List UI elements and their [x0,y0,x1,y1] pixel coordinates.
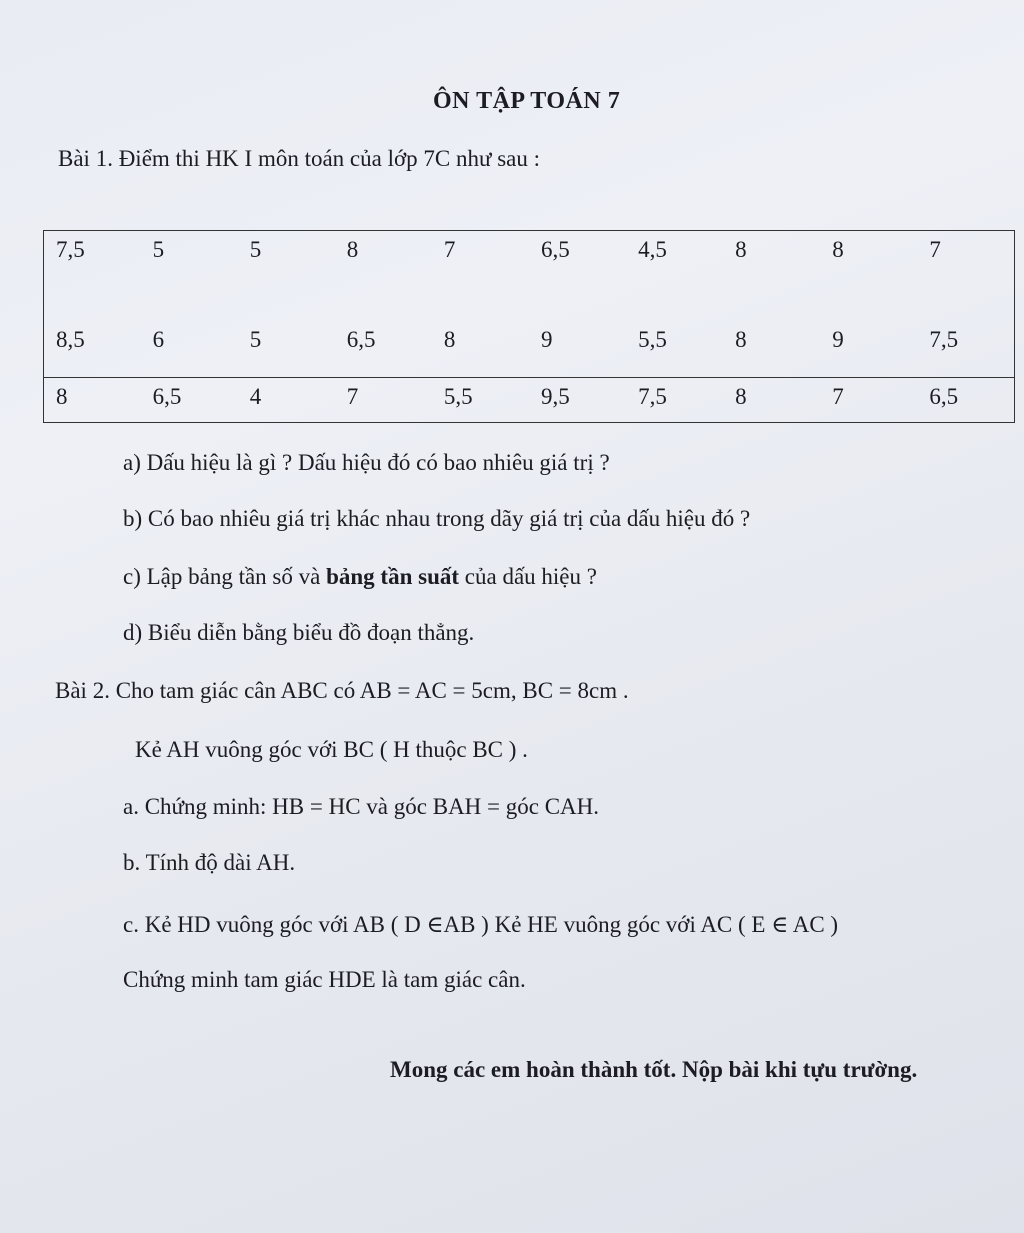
bai2-question-c-line2: Chứng minh tam giác HDE là tam giác cân. [123,967,526,992]
page-title: ÔN TẬP TOÁN 7 [433,88,621,114]
table-cell: 5,5 [432,378,529,423]
q-c-suffix: của dấu hiệu ? [459,564,597,589]
closing-note: Mong các em hoàn thành tốt. Nộp bài khi tựu trường. [390,1057,918,1082]
bai1-question-a: a) Dấu hiệu là gì ? Dấu hiệu đó có bao nhiêu giá trị ? [123,450,610,475]
bai2-question-a: a. Chứng minh: HB = HC và góc BAH = góc CAH. [123,794,600,819]
table-cell: 4 [238,378,335,423]
table-cell: 8 [723,378,820,423]
table-cell: 9 [540,327,553,352]
bai2-question-b: b. Tính độ dài AH. [123,850,296,875]
bai1-intro: Bài 1. Điểm thi HK I môn toán của lớp 7C như sau : [58,146,541,171]
q-c-prefix: c) Lập bảng tần số và [123,564,327,589]
bai2-question-c: c. Kẻ HD vuông góc với AB ( D ∈AB ) Kẻ HE vuông góc với AC ( E ∈ AC ) [123,912,839,937]
table-cell: 7,5 [56,237,85,262]
bai1-question-b: b) Có bao nhiêu giá trị khác nhau trong dãy giá trị của dấu hiệu đó ? [123,506,751,531]
table-cell: 6,5 [540,237,570,262]
bai2-intro: Bài 2. Cho tam giác cân ABC có AB = AC = 5cm, BC = 8cm . [55,678,629,703]
table-cell: 9,5 [529,378,626,423]
table-cell: 8 [735,327,747,352]
table-cell: 7 [443,237,456,262]
table-cell: 9 [832,327,844,352]
table-cell: 6 [152,327,165,352]
q-c-bold: bảng tần suất [326,564,460,589]
table-cell: 8 [832,237,844,262]
table-cell: 5,5 [638,327,667,352]
table-cell: 7 [820,378,917,423]
table-row [44,231,1015,322]
table-cell: 7 [335,378,432,423]
table-cell: 7,5 [626,378,723,423]
table-cell: 4,5 [638,237,667,262]
bai1-question-d: d) Biểu diễn bằng biểu đồ đoạn thẳng. [123,620,475,645]
table-cell: 6,5 [141,378,238,423]
table-row [44,378,1015,423]
table-row [44,321,1015,378]
table-cell: 8 [735,237,747,262]
scores-table [43,230,1015,423]
bai1-question-c [123,564,597,590]
table-cell: 8 [346,237,359,262]
table-cell: 7,5 [929,327,959,352]
table-cell: 5 [249,237,262,262]
table-cell: 6,5 [917,378,1014,423]
table-cell: 8,5 [56,327,85,352]
table-cell: 5 [152,237,165,262]
table-cell: 7 [929,237,941,262]
bai2-line2: Kẻ AH vuông góc với BC ( H thuộc BC ) . [135,737,528,762]
table-cell: 8 [443,327,456,352]
table-cell: 5 [249,327,262,352]
table-cell: 6,5 [346,327,376,352]
table-cell: 8 [44,378,141,423]
